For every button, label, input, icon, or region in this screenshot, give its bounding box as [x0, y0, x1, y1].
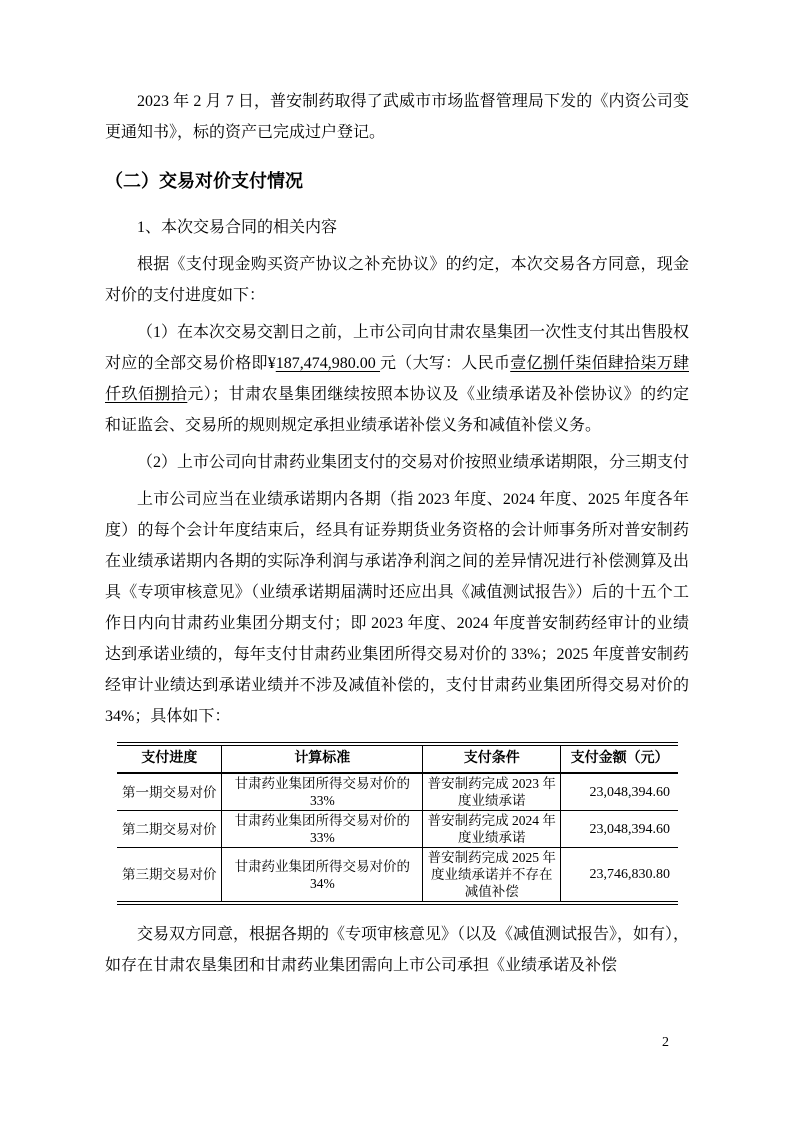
paragraph-transfer-registration: 2023 年 2 月 7 日，普安制药取得了武威市市场监督管理局下发的《内资公司变更通知书》，标的资产已完成过户登记。 — [105, 93, 689, 141]
paragraph-schedule-detail: 上市公司应当在业绩承诺期内各期（指 2023 年度、2024 年度、2025 年度各年度）的每个会计年度结束后，经具有证券期货业务资格的会计师事务所对普安制药在业绩承诺期内各期的实际净利润与承诺净利润之间的差异情况进行补偿测算及出具《专项审核意见》（业绩承诺期届满时还应出具《减值测试报告》）后的十五个工作日内向甘肃药业集团分期支付；即 2023 年度、2024 年度普安制药经审计的业绩达到承诺业绩的，每年支付甘肃药业集团所得交易对价的 33%；2025 年度普安制药经审计业绩达到承诺业绩并不涉及减值补偿的，支付甘肃药业集团所得交易对价的 34%；具体如下： — [105, 491, 689, 725]
table-row — [117, 848, 678, 904]
item1-amount-digits: 187,474,980.00 — [275, 355, 381, 372]
cell-amount: 23,048,394.60 — [561, 773, 678, 811]
item1-amount-words: 壹亿捌仟柒佰肆拾柒万肆仟玖佰捌拾 — [105, 355, 689, 403]
table-row — [117, 811, 678, 848]
cell-amount: 23,048,394.60 — [561, 811, 678, 848]
page-number: 2 — [662, 1035, 669, 1050]
cell-standard: 甘肃药业集团所得交易对价的33% — [222, 773, 423, 811]
header-payment-amount: 支付金额（元） — [561, 744, 678, 773]
cell-standard: 甘肃药业集团所得交易对价的34% — [222, 848, 423, 904]
sub-heading-contract-content: 1、本次交易合同的相关内容 — [137, 219, 338, 236]
cell-condition: 普安制药完成 2025 年度业绩承诺并不存在减值补偿 — [423, 848, 561, 904]
cell-amount: 23,746,830.80 — [589, 867, 670, 882]
cell-stage: 第三期交易对价 — [117, 848, 222, 904]
table-header-row — [117, 744, 678, 773]
paragraph-item1-payment — [105, 317, 689, 441]
cell-stage: 第二期交易对价 — [117, 811, 222, 848]
item1-suffix: 元）；甘肃农垦集团继续按照本协议及《业绩承诺及补偿协议》的约定和证监会、交易所的规则规定承担业绩承诺补偿义务和减值补偿义务。 — [105, 386, 689, 434]
item1-mid: 元（大写：人民币 — [380, 355, 511, 372]
cell-condition: 普安制药完成 2023 年度业绩承诺 — [423, 773, 561, 811]
paragraph-closing: 交易双方同意，根据各期的《专项审核意见》（以及《减值测试报告》，如有），如存在甘肃农垦集团和甘肃药业集团需向上市公司承担《业绩承诺及补偿 — [105, 926, 690, 974]
header-calculation-standard: 计算标准 — [222, 744, 423, 773]
header-payment-stage: 支付进度 — [117, 744, 222, 773]
payment-schedule-table — [117, 742, 678, 905]
paragraph-item2-installments: （2）上市公司向甘肃药业集团支付的交易对价按照业绩承诺期限，分三期支付 — [137, 454, 690, 471]
item1-prefix: （1）在本次交易交割日之前，上市公司向甘肃农垦集团一次性支付其出售股权对应的全部交易价格即¥ — [105, 324, 690, 372]
table-row — [117, 773, 678, 811]
cell-stage: 第一期交易对价 — [117, 773, 222, 811]
paragraph-agreement: 根据《支付现金购买资产协议之补充协议》的约定，本次交易各方同意，现金对价的支付进度如下： — [105, 256, 689, 304]
header-payment-condition: 支付条件 — [423, 744, 561, 773]
cell-standard: 甘肃药业集团所得交易对价的33% — [222, 811, 423, 848]
section-heading: （二）交易对价支付情况 — [105, 171, 303, 191]
cell-condition: 普安制药完成 2024 年度业绩承诺 — [423, 811, 561, 848]
